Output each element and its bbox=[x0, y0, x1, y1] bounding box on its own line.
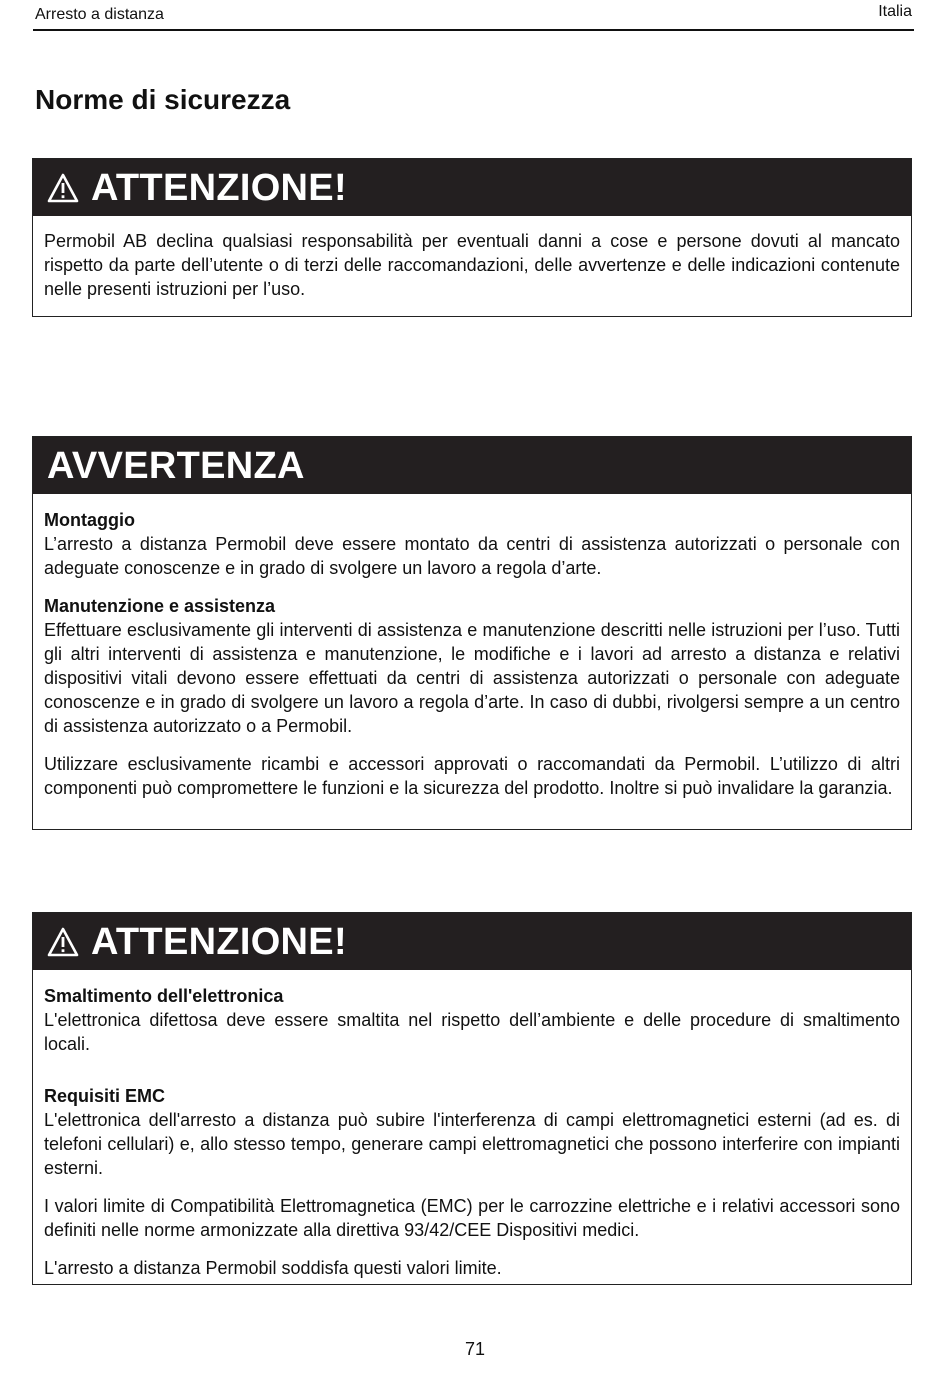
section-text-smaltimento: L'elettronica difettosa deve essere smaltita nel rispetto dell’ambiente e delle procedure di smaltimento locali. bbox=[44, 1010, 900, 1054]
caution-box-electronics bbox=[32, 912, 912, 1285]
running-header-language: Italia bbox=[878, 3, 912, 20]
section-text-compliance: L'arresto a distanza Permobil soddisfa questi valori limite. bbox=[44, 1258, 502, 1278]
section-title-manutenzione: Manutenzione e assistenza bbox=[44, 596, 276, 616]
warning-triangle-icon bbox=[47, 173, 79, 203]
warning-triangle-icon bbox=[47, 927, 79, 957]
warning-box-header bbox=[33, 437, 911, 494]
section-title-montaggio: Montaggio bbox=[44, 510, 135, 530]
caution-box-header bbox=[33, 159, 911, 216]
page-number: 71 bbox=[464, 1339, 486, 1359]
caution-heading: ATTENZIONE! bbox=[91, 166, 347, 209]
section-text-manutenzione: Effettuare esclusivamente gli interventi di assistenza e manutenzione descritti nelle istruzioni per l’uso. Tutti gli altri interventi di assistenza e manutenzione, le modifiche e i lavori ad arresto a distanza e relativi dispositivi vitali devono essere effettuati da centri di assistenza autorizzati o personale con adeguate conoscenze e in grado di svolgere un lavoro a regola d’arte. In caso di dubbi, rivolgersi sempre a un centro di assistenza autorizzato o a Permobil. bbox=[44, 620, 900, 736]
caution-heading: ATTENZIONE! bbox=[91, 920, 347, 963]
section-text-montaggio: L’arresto a distanza Permobil deve essere montato da centri di assistenza autorizzati o personale con adeguate conoscenze e in grado di svolgere un lavoro a regola d’arte. bbox=[44, 534, 900, 578]
liability-text: Permobil AB declina qualsiasi responsabilità per eventuali danni a cose e persone dovuti al mancato rispetto da parte dell’utente o di terzi delle raccomandazioni, delle avvertenze e delle indicazioni contenute nelle presenti istruzioni per l’uso. bbox=[44, 231, 900, 299]
warning-heading: AVVERTENZA bbox=[47, 444, 305, 487]
section-text-emc: L'elettronica dell'arresto a distanza può subire l'interferenza di campi elettromagnetici esterni (ad es. di telefoni cellulari) e, allo stesso tempo, generare campi elettromagnetici che possono interferire con impianti esterni. bbox=[44, 1110, 900, 1178]
running-header-title: Arresto a distanza bbox=[35, 6, 164, 23]
header-rule bbox=[33, 29, 914, 31]
warning-box-assembly bbox=[32, 436, 912, 830]
section-text-emc-limits: I valori limite di Compatibilità Elettromagnetica (EMC) per le carrozzine elettriche e i relativi accessori sono definiti nelle norme armonizzate alla direttiva 93/42/CEE Dispositivi medici. bbox=[44, 1196, 900, 1240]
section-text-ricambi: Utilizzare esclusivamente ricambi e accessori approvati o raccomandati da Permobil. L’utilizzo di altri componenti può compromettere le funzioni e la sicurezza del prodotto. Inoltre si può invalidare la garanzia. bbox=[44, 754, 900, 798]
caution-box-liability bbox=[32, 158, 912, 317]
section-title-smaltimento: Smaltimento dell'elettronica bbox=[44, 986, 284, 1006]
page-title: Norme di sicurezza bbox=[35, 84, 291, 115]
caution-box-header bbox=[33, 913, 911, 970]
section-title-emc: Requisiti EMC bbox=[44, 1086, 166, 1106]
